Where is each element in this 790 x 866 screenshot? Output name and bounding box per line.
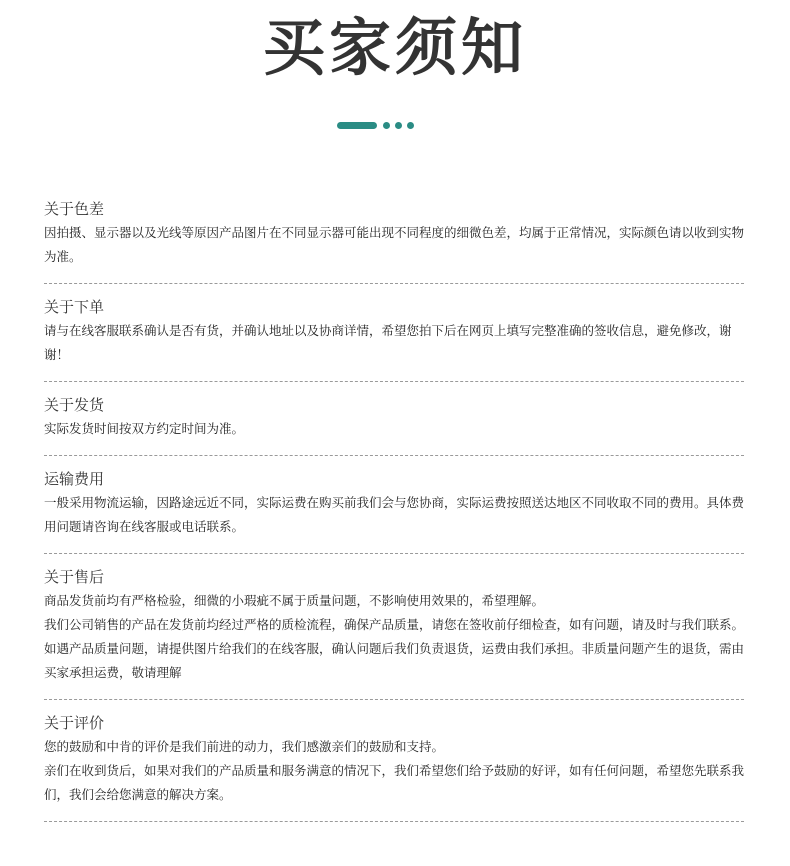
decoration-dot [383, 122, 390, 129]
section-title: 关于评价 [44, 714, 105, 732]
section-title: 关于售后 [44, 568, 105, 586]
decoration-bar [337, 122, 377, 129]
decoration-dot [407, 122, 414, 129]
section-paragraph: 我们公司销售的产品在发货前均经过严格的质检流程，确保产品质量，请您在签收前仔细检查，如有问题，请及时与我们联系。 [44, 617, 745, 632]
section-paragraph: 您的鼓励和中肯的评价是我们前进的动力，我们感激亲们的鼓励和支持。 [44, 739, 445, 754]
section-reviews [44, 710, 744, 822]
section-title: 关于下单 [44, 298, 105, 316]
section-paragraph: 商品发货前均有严格检验，细微的小瑕疵不属于质量问题，不影响使用效果的，希望理解。 [44, 593, 545, 608]
section-title: 关于色差 [44, 200, 105, 218]
decoration-dot [395, 122, 402, 129]
section-paragraph: 一般采用物流运输，因路途远近不同，实际运费在购买前我们会与您协商，实际运费按照送达地区不同收取不同的费用。具体费用问题请咨询在线客服或电话联系。 [44, 495, 745, 534]
section-freight [44, 466, 744, 554]
section-paragraph: 请与在线客服联系确认是否有货，并确认地址以及协商详情，希望您拍下后在网页上填写完整准确的签收信息，避免修改，谢谢！ [44, 323, 732, 362]
section-paragraph: 实际发货时间按双方约定时间为准。 [44, 421, 245, 436]
section-after-sales [44, 564, 744, 700]
section-paragraph: 如遇产品质量问题，请提供图片给我们的在线客服，确认问题后我们负责退货，运费由我们承担。非质量问题产生的退货，需由买家承担运费，敬请理解 [44, 641, 745, 680]
notice-content [44, 196, 744, 832]
section-color-difference [44, 196, 744, 284]
section-ordering [44, 294, 744, 382]
page-title: 买家须知 [262, 11, 527, 84]
title-decoration [337, 121, 419, 129]
section-paragraph: 因拍摄、显示器以及光线等原因产品图片在不同显示器可能出现不同程度的细微色差，均属于正常情况，实际颜色请以收到实物为准。 [44, 225, 745, 264]
section-title: 关于发货 [44, 396, 105, 414]
section-title: 运输费用 [44, 470, 105, 488]
section-paragraph: 亲们在收到货后，如果对我们的产品质量和服务满意的情况下，我们希望您们给予鼓励的好评，如有任何问题，希望您先联系我们，我们会给您满意的解决方案。 [44, 763, 745, 802]
section-shipping [44, 392, 744, 456]
